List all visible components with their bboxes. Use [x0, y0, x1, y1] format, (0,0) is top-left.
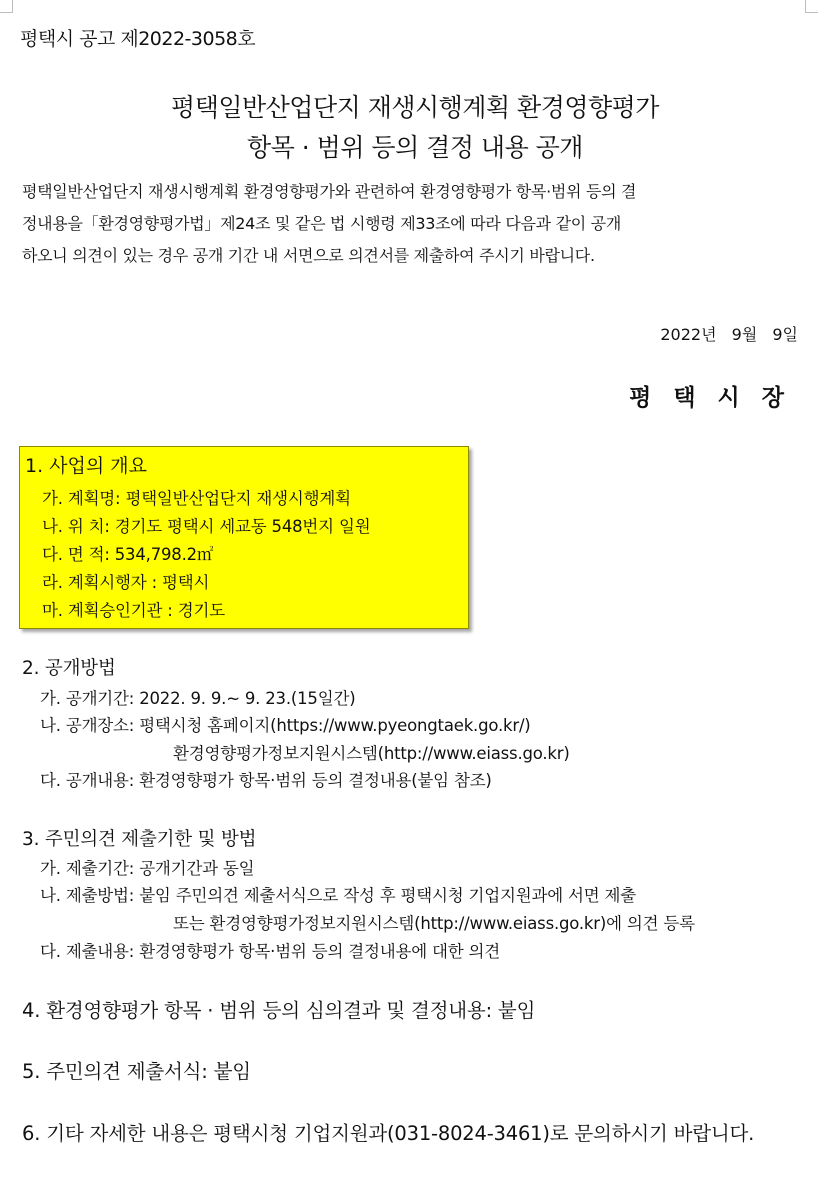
section-3-heading: 3. 주민의견 제출기한 및 방법	[22, 829, 257, 850]
submission-content: 다. 제출내용: 환경영향평가 항목·범위 등의 결정내용에 대한 의견	[40, 942, 500, 961]
disclosure-place-continued: 환경영향평가정보지원시스템(http://www.eiass.go.kr)	[173, 744, 570, 763]
section-5-line: 5. 주민의견 제출서식: 붙임	[22, 1060, 251, 1083]
overview-implementer: 라. 계획시행자 : 평택시	[42, 573, 210, 592]
overview-approval-agency: 마. 계획승인기관 : 경기도	[42, 601, 225, 620]
section-4-line: 4. 환경영향평가 항목 · 범위 등의 심의결과 및 결정내용: 붙임	[22, 999, 536, 1022]
intro-paragraph	[22, 176, 808, 272]
disclosure-content: 다. 공개내용: 환경영향평가 항목·범위 등의 결정내용(붙임 참조)	[40, 771, 492, 790]
section-1-heading: 1. 사업의 개요	[25, 455, 147, 477]
submission-period: 가. 제출기간: 공개기간과 동일	[40, 859, 255, 878]
page-corner-mark-top-left	[0, 0, 13, 13]
disclosure-place: 나. 공개장소: 평택시청 홈페이지(https://www.pyeongtaek.go.kr/)	[40, 716, 531, 735]
document-title-line-1: 평택일반산업단지 재생시행계획 환경영향평가	[171, 93, 659, 122]
section-2-heading: 2. 공개방법	[22, 658, 116, 679]
overview-area: 다. 면 적: 534,798.2㎡	[42, 545, 214, 564]
intro-line: 하오니 의견이 있는 경우 공개 기간 내 서면으로 의견서를 제출하여 주시기 바랍니다.	[22, 246, 595, 265]
overview-plan-name: 가. 계획명: 평택일반산업단지 재생시행계획	[42, 489, 351, 508]
project-overview-highlight-box	[19, 446, 469, 629]
section-6-line: 6. 기타 자세한 내용은 평택시청 기업지원과(031-8024-3461)로 문의하시기 바랍니다.	[22, 1122, 755, 1145]
document-title-line-2: 항목 · 범위 등의 결정 내용 공개	[247, 133, 583, 162]
notice-number: 평택시 공고 제2022-3058호	[20, 28, 256, 50]
submission-method: 나. 제출방법: 붙임 주민의견 제출서식으로 작성 후 평택시청 기업지원과에 서면 제출	[40, 886, 636, 905]
intro-line: 평택일반산업단지 재생시행계획 환경영향평가와 관련하여 환경영향평가 항목·범위 등의 결	[22, 182, 637, 201]
overview-location: 나. 위 치: 경기도 평택시 세교동 548번지 일원	[42, 517, 371, 536]
notice-date: 2022년 9월 9일	[660, 325, 798, 344]
page-corner-mark-top-right	[805, 0, 818, 13]
intro-line: 정내용을「환경영향평가법」제24조 및 같은 법 시행령 제33조에 따라 다음과 같이 공개	[22, 214, 621, 233]
disclosure-period: 가. 공개기간: 2022. 9. 9.~ 9. 23.(15일간)	[40, 689, 356, 708]
issuer-name: 평택시장	[629, 385, 806, 411]
submission-method-continued: 또는 환경영향평가정보지원시스템(http://www.eiass.go.kr)에 의견 등록	[173, 914, 695, 933]
